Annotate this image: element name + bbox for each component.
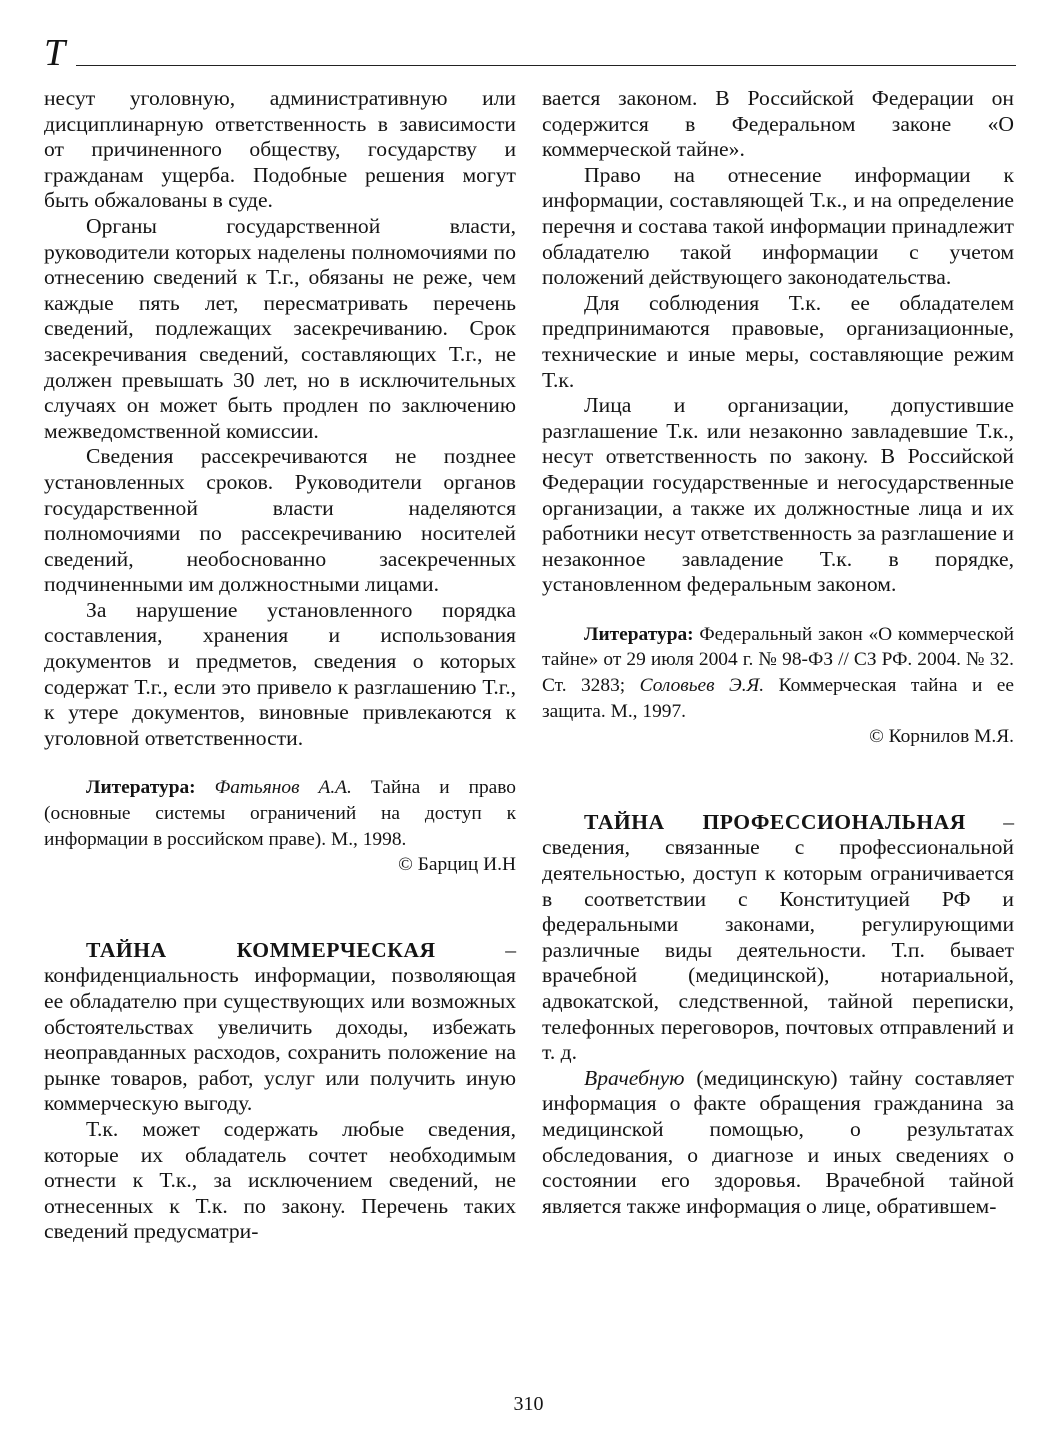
header-rule [76,65,1016,66]
entry-definition: – сведения, связанные с профессиональной деятельностью, доступ к которым ограничивается в соответствии с Конституцией РФ и федеральными законами, регулирующими различные виды деятельности. Т.п. бывает врачебной (медицинской), нотариальной, адвокатской, следственной, тайной переписки, телефонных переговоров, почтовых отправлений и т. д. [542,809,1014,1065]
paragraph [542,1066,1014,1220]
literature-label: Литература: [584,623,694,645]
paragraph: Т.к. может содержать любые сведения, которые их обладатель сочтет необходимым отнести к Т.к., за исключением сведений, не отнесенных к Т.к. по закону. Перечень таких сведений предусматри- [44,1116,516,1244]
literature-text: Федеральный закон «О коммерческой тайне» от 29 июля 2004 г. № 98-ФЗ // СЗ РФ. 2004. № 32. Ст. 3283; [542,623,1014,697]
paragraph: За нарушение установленного порядка составления, хранения и использования документов и предметов, сведения о которых содержат Т.г., если это привело к разглашению Т.г., к утере документов, виновные привлекаются к уголовной ответственности. [44,597,516,750]
paragraph: Право на отнесение информации к информации, составляющей Т.к., и на определение перечня и состава такой информации принадлежит обладателю такой информации с учетом положений действующего законодательства. [542,162,1014,290]
running-header-letter: Т [44,32,66,74]
left-column [44,86,516,1245]
paragraph-text: (медицинскую) тайну составляет информация о факте обращения гражданина за медицинской помощью, о результатах обследования, о диагнозе и иных сведениях о состоянии его здоровья. Врачебной тайной является также информация о лице, обратившем- [542,1065,1014,1218]
paragraph: Органы государственной власти, руководители которых наделены полномочиями по отнесению сведений к Т.г., обязаны не реже, чем каждые пять лет, пересматривать перечень сведений, подлежащих засекречиванию. Срок засекречивания сведений, составляющих Т.г., не должен превышать 30 лет, но в исключительных случаях он может быть продлен по заключению межведомственной комиссии. [44,213,516,443]
literature-author: Фатьянов А.А. [214,777,352,799]
literature-text: Коммерческая тайна и ее защита. М., 1997. [542,675,1014,722]
entry-title: ТАЙНА ПРОФЕССИОНАЛЬНАЯ [584,809,966,834]
literature-text: Тайна и право (основные системы ограничений на доступ к информации в российском праве). М., 1998. [44,777,516,850]
literature-reference [44,775,516,852]
page-number: 310 [513,1393,544,1415]
paragraph: Лица и организации, допустившие разглашение Т.к. или незаконно завладевшие Т.к., несут ответственность по закону. В Российской Федерации государственные и негосударственные организации, а также их должностные лица и их работники несут ответственность за разглашение и незаконное завладение Т.к. в порядке, установленном федеральным законом. [542,393,1014,597]
paragraph: Для соблюдения Т.к. ее обладателем предпринимаются правовые, организационные, технические и иные меры, составляющие режим Т.к. [542,290,1014,392]
paragraph: вается законом. В Российской Федерации он содержится в Федеральном законе «О коммерческой тайне». [542,86,1014,162]
paragraph: несут уголовную, административную или дисциплинарную ответственность в зависимости от причиненного обществу, государству и гражданам ущерба. Подобные решения могут быть обжалованы в суде. [44,86,516,213]
literature-author: Соловьев Э.Я. [639,675,765,697]
entry-paragraph [542,810,1014,1066]
author-signature: © Корнилов М.Я. [869,726,1014,748]
paragraph: Сведения рассекречиваются не позднее установленных сроков. Руководители органов государственной власти наделяются полномочиями по рассекречиванию носителей сведений, необоснованно засекреченных подчиненными им должностными лицами. [44,444,516,597]
author-signature: © Барциц И.Н [398,854,516,876]
entry-paragraph [44,938,516,1117]
right-column [542,86,1014,1219]
entry-title: ТАЙНА КОММЕРЧЕСКАЯ [86,937,436,962]
literature-label: Литература: [86,777,196,799]
literature-reference [542,622,1014,724]
entry-definition: – конфиденциальность информации, позволяющая ее обладателю при существующих или возможных обстоятельствах увеличить доходы, избежать неоправданных расходов, сохранить положение на рынке товаров, работ, услуг или получить иную коммерческую выгоду. [44,937,516,1116]
emphasis-term: Врачебную [584,1065,685,1090]
